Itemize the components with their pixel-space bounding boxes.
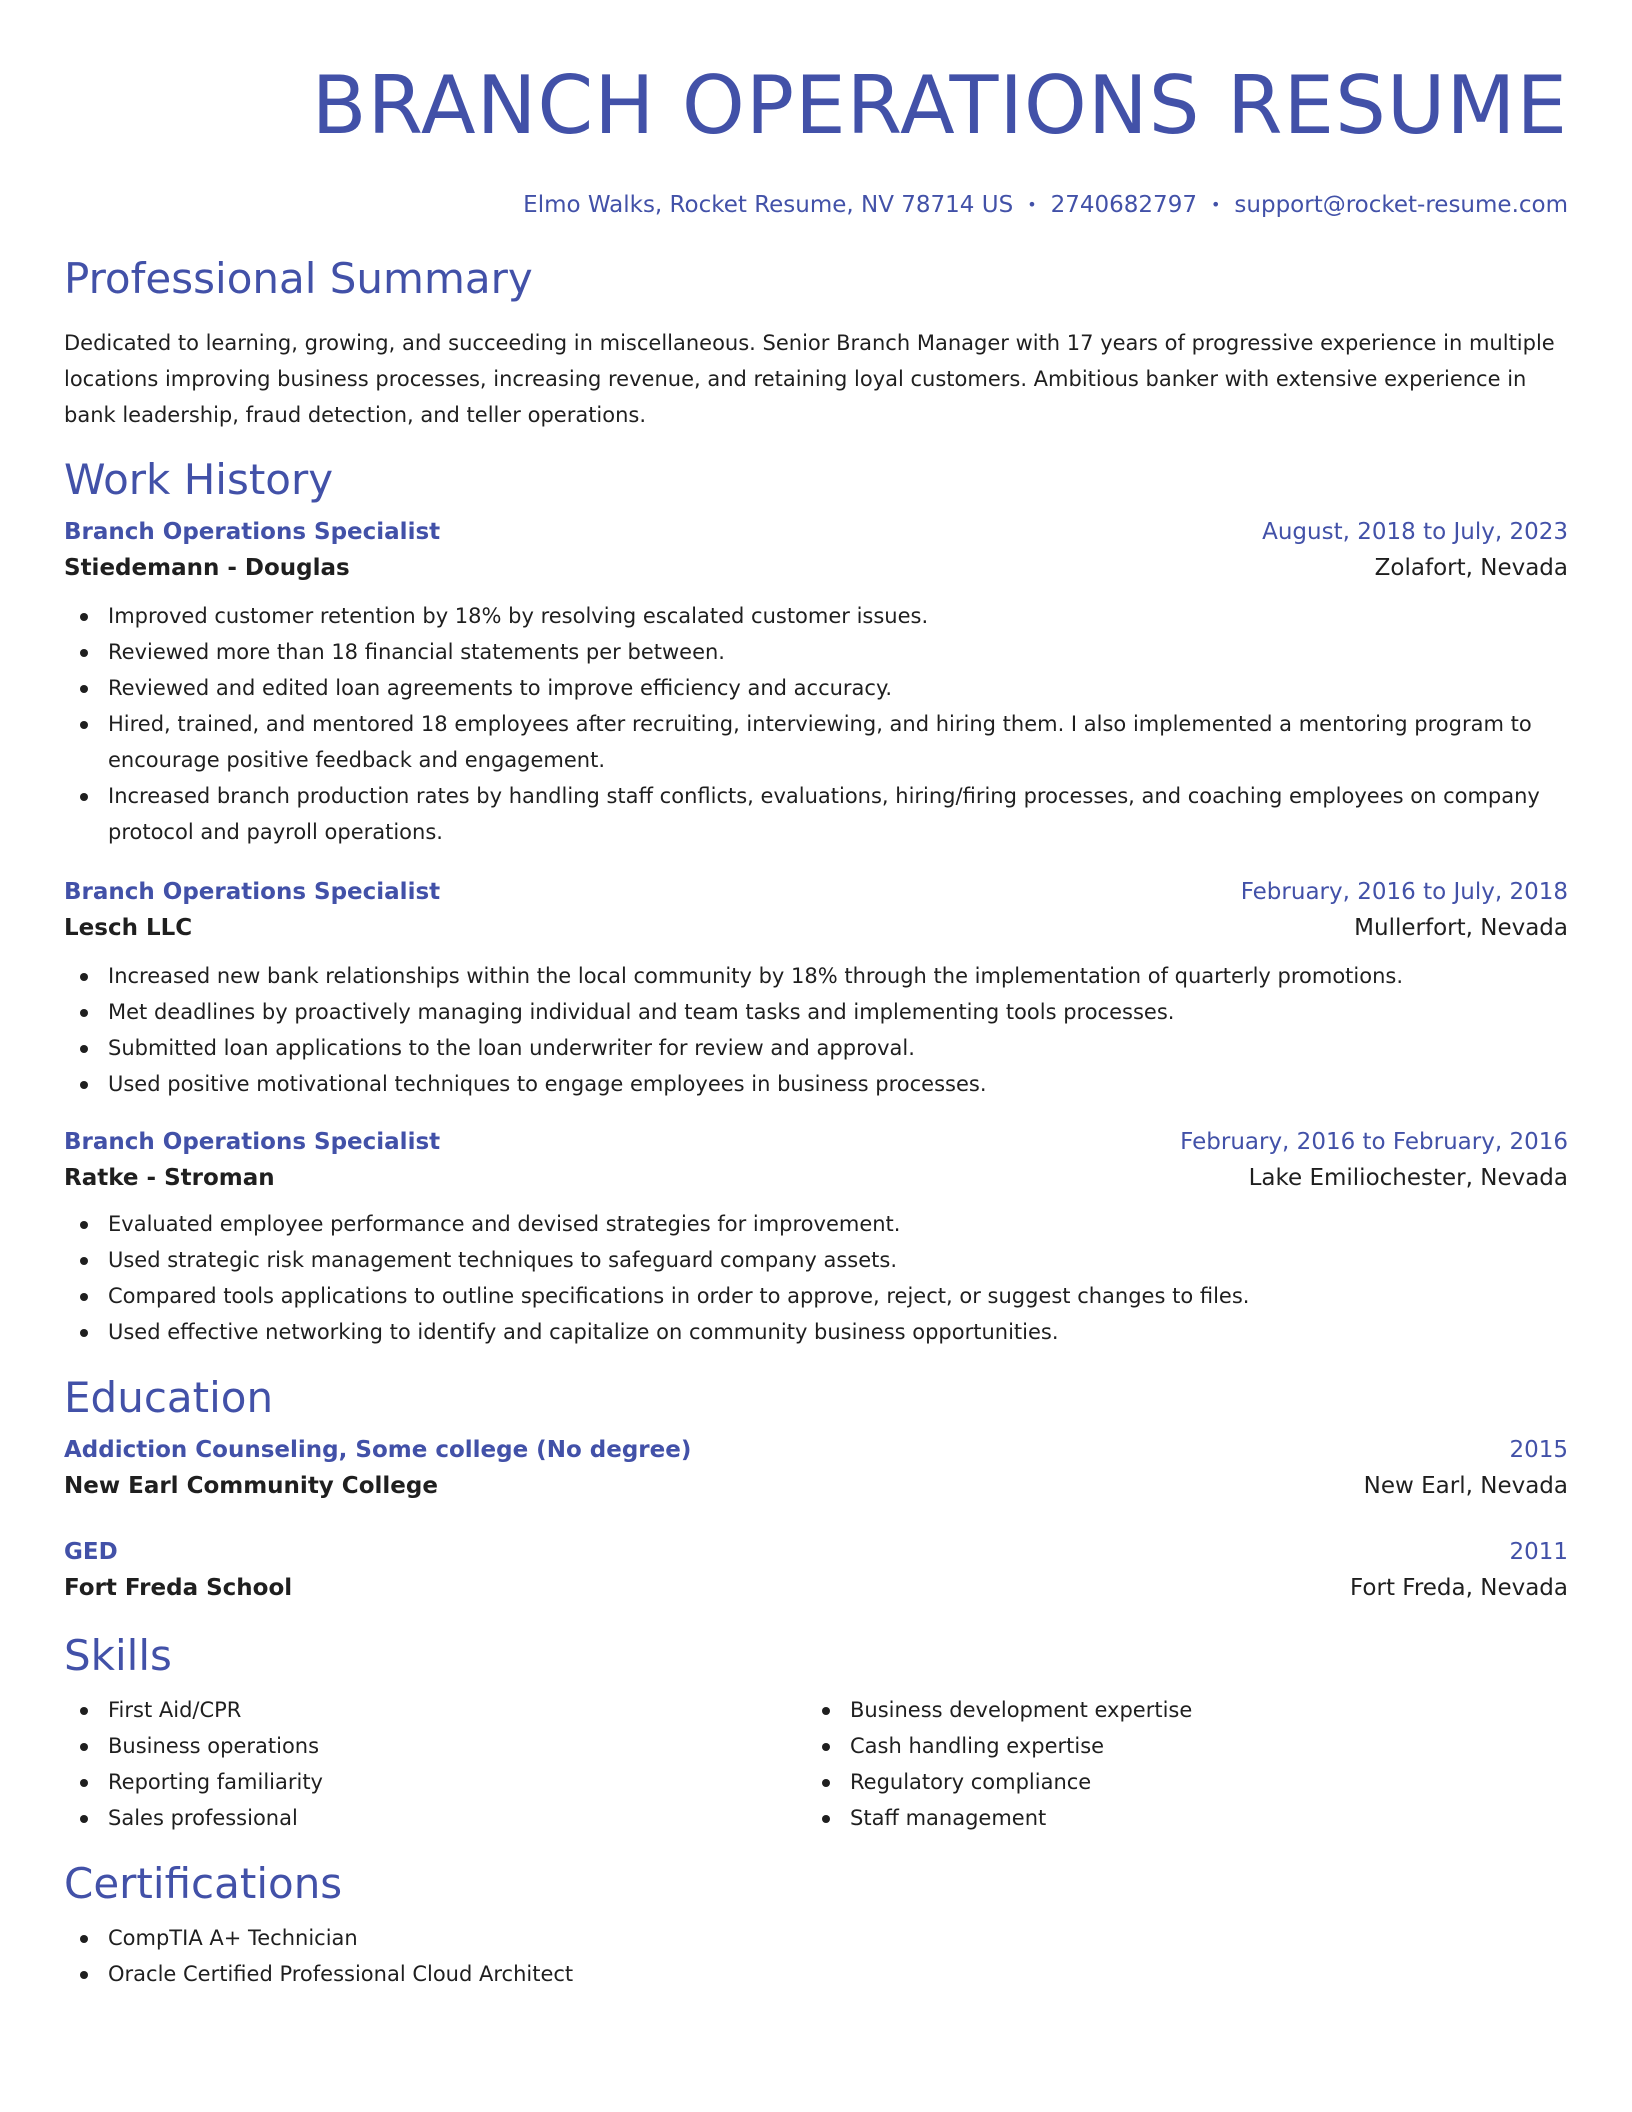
work-history-heading: Work History: [64, 455, 334, 504]
job-dates: August, 2018 to July, 2023: [1262, 519, 1568, 545]
education-entry: [64, 1536, 1568, 1608]
company-name: Lesch LLC: [64, 915, 193, 941]
job-dates: February, 2016 to July, 2018: [1240, 879, 1568, 905]
certification-item: CompTIA A+ Technician: [64, 1920, 1568, 1956]
certification-item: Oracle Certified Professional Cloud Architect: [64, 1956, 1568, 1992]
bullet-item: Increased branch production rates by handling staff conflicts, evaluations, hiring/firing processes, and coaching employees on company protocol and payroll operations.: [64, 778, 1568, 850]
job-bullets: [64, 958, 1568, 1102]
bullet-item: Compared tools applications to outline specifications in order to approve, reject, or suggest changes to files.: [64, 1278, 1568, 1314]
skill-item: Business operations: [64, 1728, 806, 1764]
bullet-item: Reviewed and edited loan agreements to improve efficiency and accuracy.: [64, 670, 1568, 706]
contact-phone: 2740682797: [1050, 192, 1197, 218]
skill-item: Business development expertise: [806, 1692, 1548, 1728]
job-entry: [64, 876, 1568, 1102]
skill-item: First Aid/CPR: [64, 1692, 806, 1728]
education-entry: [64, 1434, 1568, 1506]
skills-column-right: [806, 1692, 1548, 1836]
bullet-item: Evaluated employee performance and devised strategies for improvement.: [64, 1206, 1568, 1242]
job-dates: February, 2016 to February, 2016: [1180, 1129, 1568, 1155]
skills-column-left: [64, 1692, 806, 1836]
bullet-item: Used strategic risk management techniques to safeguard company assets.: [64, 1242, 1568, 1278]
company-name: Ratke - Stroman: [64, 1165, 275, 1191]
school-location: New Earl, Nevada: [1363, 1473, 1568, 1499]
skill-item: Reporting familiarity: [64, 1764, 806, 1800]
skills-grid: [64, 1692, 1568, 1836]
bullet-item: Improved customer retention by 18% by resolving escalated customer issues.: [64, 598, 1568, 634]
job-location: Mullerfort, Nevada: [1354, 915, 1568, 941]
contact-line: [64, 190, 1568, 220]
contact-email: support@rocket-resume.com: [1234, 192, 1568, 218]
skill-item: Regulatory compliance: [806, 1764, 1548, 1800]
skills-heading: Skills: [64, 1631, 172, 1680]
contact-address: Elmo Walks, Rocket Resume, NV 78714 US: [523, 192, 1014, 218]
resume-title: BRANCH OPERATIONS RESUME: [311, 59, 1568, 152]
bullet-item: Met deadlines by proactively managing individual and team tasks and implementing tools processes.: [64, 994, 1568, 1030]
job-location: Lake Emiliochester, Nevada: [1248, 1165, 1568, 1191]
graduation-year: 2011: [1509, 1539, 1568, 1565]
bullet-item: Hired, trained, and mentored 18 employees after recruiting, interviewing, and hiring them. I also implemented a mentoring program to encourage positive feedback and engagement.: [64, 706, 1568, 778]
skill-item: Sales professional: [64, 1800, 806, 1836]
certifications-list: [64, 1920, 1568, 1992]
job-entry: [64, 516, 1568, 850]
bullet-item: Submitted loan applications to the loan underwriter for review and approval.: [64, 1030, 1568, 1066]
separator-dot: •: [1210, 195, 1221, 214]
job-title: Branch Operations Specialist: [64, 519, 441, 545]
company-name: Stiedemann - Douglas: [64, 555, 350, 581]
school-name: New Earl Community College: [64, 1473, 438, 1499]
separator-dot: •: [1027, 195, 1037, 214]
job-bullets: [64, 1206, 1568, 1350]
skill-item: Staff management: [806, 1800, 1548, 1836]
summary-heading: Professional Summary: [64, 254, 533, 303]
degree: Addiction Counseling, Some college (No degree): [64, 1437, 692, 1463]
graduation-year: 2015: [1509, 1437, 1568, 1463]
bullet-item: Used positive motivational techniques to engage employees in business processes.: [64, 1066, 1568, 1102]
job-title: Branch Operations Specialist: [64, 1129, 441, 1155]
job-bullets: [64, 598, 1568, 850]
school-name: Fort Freda School: [64, 1575, 293, 1601]
job-entry: [64, 1126, 1568, 1350]
bullet-item: Used effective networking to identify and capitalize on community business opportunities.: [64, 1314, 1568, 1350]
resume-page: [64, 0, 1568, 2112]
skill-item: Cash handling expertise: [806, 1728, 1548, 1764]
school-location: Fort Freda, Nevada: [1350, 1575, 1568, 1601]
summary-text: Dedicated to learning, growing, and succeeding in miscellaneous. Senior Branch Manager with 17 years of progressive experience in multiple locations improving business processes, increasing revenue, and retaining loyal customers. Ambitious banker with extensive experience in bank leadership, fraud detection, and teller operations.: [64, 331, 1555, 427]
education-heading: Education: [64, 1373, 274, 1422]
certifications-heading: Certifications: [64, 1859, 343, 1908]
job-location: Zolafort, Nevada: [1374, 555, 1568, 581]
job-title: Branch Operations Specialist: [64, 879, 441, 905]
degree: GED: [64, 1539, 118, 1565]
bullet-item: Increased new bank relationships within the local community by 18% through the implementation of quarterly promotions.: [64, 958, 1568, 994]
bullet-item: Reviewed more than 18 financial statements per between.: [64, 634, 1568, 670]
